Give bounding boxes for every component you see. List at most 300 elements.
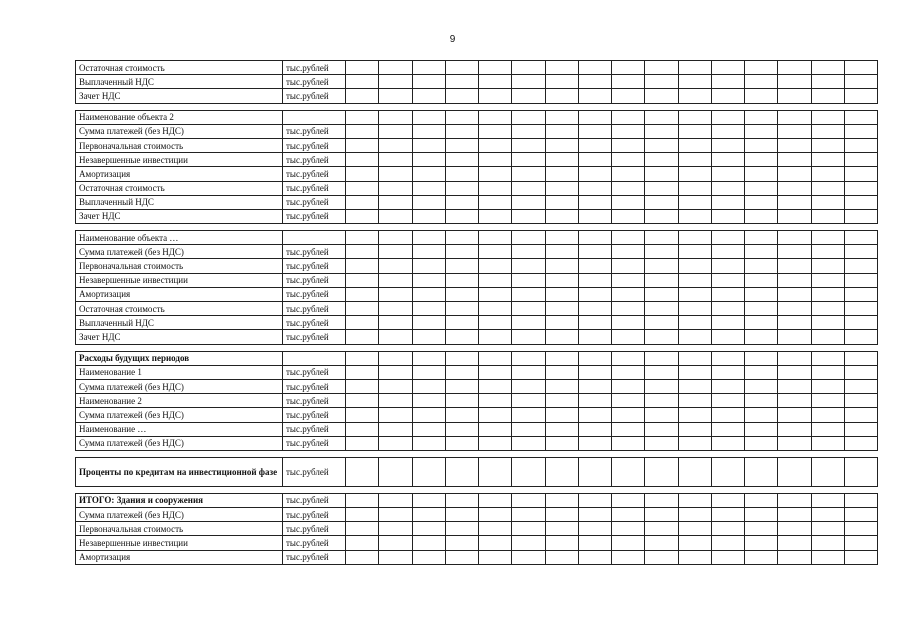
value-cell — [479, 316, 512, 330]
value-cell — [612, 245, 645, 259]
value-cell — [346, 89, 379, 103]
value-cell — [578, 365, 611, 379]
value-cell — [445, 245, 478, 259]
value-cell — [678, 316, 711, 330]
value-cell — [844, 302, 877, 316]
value-cell — [545, 89, 578, 103]
value-cell — [412, 408, 445, 422]
value-cell — [346, 61, 379, 75]
value-cell — [811, 153, 844, 167]
value-cell — [445, 259, 478, 273]
value-cell — [445, 457, 478, 486]
value-cell — [811, 436, 844, 450]
value-cell — [445, 522, 478, 536]
value-cell — [412, 422, 445, 436]
value-cell — [612, 351, 645, 365]
value-cell — [346, 422, 379, 436]
value-cell — [445, 89, 478, 103]
value-cell — [545, 124, 578, 138]
value-cell — [811, 457, 844, 486]
value-cell — [678, 138, 711, 152]
value-cell — [578, 351, 611, 365]
value-cell — [545, 422, 578, 436]
investment-table — [75, 60, 878, 565]
value-cell — [645, 259, 678, 273]
value-cell — [711, 536, 744, 550]
row-label: Первоначальная стоимость — [76, 522, 283, 536]
value-cell — [678, 124, 711, 138]
value-cell — [811, 124, 844, 138]
value-cell — [844, 167, 877, 181]
value-cell — [379, 61, 412, 75]
value-cell — [678, 436, 711, 450]
value-cell — [545, 61, 578, 75]
value-cell — [612, 61, 645, 75]
value-cell — [778, 365, 811, 379]
value-cell — [778, 89, 811, 103]
value-cell — [545, 195, 578, 209]
value-cell — [811, 259, 844, 273]
value-cell — [578, 522, 611, 536]
row-unit: тыс.рублей — [283, 273, 346, 287]
value-cell — [678, 394, 711, 408]
value-cell — [745, 379, 778, 393]
value-cell — [811, 316, 844, 330]
value-cell — [379, 316, 412, 330]
value-cell — [844, 316, 877, 330]
table-row — [76, 124, 878, 138]
value-cell — [711, 287, 744, 301]
value-cell — [778, 209, 811, 223]
value-cell — [811, 61, 844, 75]
value-cell — [745, 231, 778, 245]
value-cell — [745, 436, 778, 450]
value-cell — [778, 167, 811, 181]
value-cell — [612, 110, 645, 124]
value-cell — [745, 245, 778, 259]
value-cell — [612, 287, 645, 301]
value-cell — [645, 365, 678, 379]
value-cell — [479, 167, 512, 181]
spacer-row — [76, 103, 878, 110]
table-row — [76, 181, 878, 195]
value-cell — [412, 245, 445, 259]
value-cell — [346, 365, 379, 379]
value-cell — [578, 124, 611, 138]
value-cell — [379, 231, 412, 245]
value-cell — [645, 195, 678, 209]
value-cell — [545, 209, 578, 223]
value-cell — [678, 422, 711, 436]
value-cell — [578, 422, 611, 436]
value-cell — [612, 259, 645, 273]
value-cell — [578, 231, 611, 245]
value-cell — [811, 195, 844, 209]
value-cell — [745, 302, 778, 316]
row-unit: тыс.рублей — [283, 181, 346, 195]
value-cell — [612, 181, 645, 195]
value-cell — [745, 209, 778, 223]
value-cell — [379, 245, 412, 259]
value-cell — [678, 536, 711, 550]
value-cell — [811, 493, 844, 507]
value-cell — [578, 302, 611, 316]
value-cell — [512, 231, 545, 245]
value-cell — [379, 209, 412, 223]
value-cell — [379, 75, 412, 89]
value-cell — [612, 316, 645, 330]
value-cell — [512, 394, 545, 408]
value-cell — [346, 379, 379, 393]
value-cell — [678, 273, 711, 287]
table-row — [76, 394, 878, 408]
value-cell — [379, 351, 412, 365]
table-row — [76, 273, 878, 287]
value-cell — [346, 167, 379, 181]
value-cell — [745, 124, 778, 138]
row-unit: тыс.рублей — [283, 75, 346, 89]
row-unit: тыс.рублей — [283, 124, 346, 138]
row-label: Наименование объекта 2 — [76, 110, 283, 124]
value-cell — [678, 259, 711, 273]
value-cell — [612, 209, 645, 223]
value-cell — [711, 61, 744, 75]
value-cell — [445, 287, 478, 301]
value-cell — [578, 493, 611, 507]
value-cell — [844, 245, 877, 259]
value-cell — [678, 550, 711, 564]
value-cell — [379, 89, 412, 103]
row-label: Наименование объекта … — [76, 231, 283, 245]
value-cell — [645, 124, 678, 138]
value-cell — [479, 330, 512, 344]
value-cell — [578, 89, 611, 103]
value-cell — [479, 536, 512, 550]
value-cell — [711, 330, 744, 344]
value-cell — [379, 365, 412, 379]
value-cell — [645, 167, 678, 181]
table-row — [76, 436, 878, 450]
value-cell — [612, 153, 645, 167]
value-cell — [479, 287, 512, 301]
value-cell — [711, 181, 744, 195]
table-row — [76, 259, 878, 273]
value-cell — [678, 61, 711, 75]
value-cell — [778, 273, 811, 287]
value-cell — [612, 124, 645, 138]
value-cell — [512, 457, 545, 486]
value-cell — [745, 422, 778, 436]
value-cell — [545, 231, 578, 245]
value-cell — [778, 536, 811, 550]
value-cell — [645, 316, 678, 330]
value-cell — [745, 536, 778, 550]
value-cell — [445, 351, 478, 365]
value-cell — [844, 89, 877, 103]
row-label: Сумма платежей (без НДС) — [76, 408, 283, 422]
value-cell — [512, 273, 545, 287]
value-cell — [346, 75, 379, 89]
value-cell — [745, 351, 778, 365]
value-cell — [844, 195, 877, 209]
row-label: Остаточная стоимость — [76, 302, 283, 316]
value-cell — [778, 110, 811, 124]
row-unit: тыс.рублей — [283, 522, 346, 536]
row-unit: тыс.рублей — [283, 89, 346, 103]
value-cell — [745, 550, 778, 564]
value-cell — [445, 209, 478, 223]
row-label: Зачет НДС — [76, 209, 283, 223]
value-cell — [412, 89, 445, 103]
value-cell — [745, 61, 778, 75]
value-cell — [844, 181, 877, 195]
value-cell — [678, 351, 711, 365]
value-cell — [578, 181, 611, 195]
value-cell — [479, 89, 512, 103]
value-cell — [844, 508, 877, 522]
value-cell — [412, 110, 445, 124]
value-cell — [479, 508, 512, 522]
value-cell — [678, 231, 711, 245]
value-cell — [612, 379, 645, 393]
value-cell — [479, 195, 512, 209]
value-cell — [379, 259, 412, 273]
value-cell — [745, 181, 778, 195]
value-cell — [811, 351, 844, 365]
value-cell — [479, 365, 512, 379]
value-cell — [412, 316, 445, 330]
value-cell — [512, 436, 545, 450]
value-cell — [412, 124, 445, 138]
value-cell — [778, 422, 811, 436]
value-cell — [778, 181, 811, 195]
value-cell — [512, 493, 545, 507]
value-cell — [346, 493, 379, 507]
value-cell — [778, 550, 811, 564]
value-cell — [711, 209, 744, 223]
value-cell — [678, 181, 711, 195]
row-label: Сумма платежей (без НДС) — [76, 379, 283, 393]
value-cell — [745, 110, 778, 124]
value-cell — [645, 302, 678, 316]
value-cell — [711, 365, 744, 379]
value-cell — [844, 550, 877, 564]
row-label: Наименование 1 — [76, 365, 283, 379]
value-cell — [545, 508, 578, 522]
value-cell — [678, 365, 711, 379]
value-cell — [545, 302, 578, 316]
row-unit: тыс.рублей — [283, 209, 346, 223]
value-cell — [545, 259, 578, 273]
row-label: Выплаченный НДС — [76, 195, 283, 209]
value-cell — [346, 259, 379, 273]
value-cell — [479, 231, 512, 245]
value-cell — [612, 394, 645, 408]
value-cell — [612, 508, 645, 522]
value-cell — [512, 245, 545, 259]
value-cell — [545, 110, 578, 124]
value-cell — [512, 138, 545, 152]
value-cell — [811, 287, 844, 301]
value-cell — [578, 287, 611, 301]
value-cell — [578, 75, 611, 89]
value-cell — [678, 75, 711, 89]
value-cell — [711, 231, 744, 245]
value-cell — [844, 259, 877, 273]
value-cell — [479, 379, 512, 393]
row-label: Выплаченный НДС — [76, 316, 283, 330]
value-cell — [811, 75, 844, 89]
value-cell — [479, 181, 512, 195]
value-cell — [512, 330, 545, 344]
value-cell — [445, 195, 478, 209]
value-cell — [445, 408, 478, 422]
value-cell — [379, 422, 412, 436]
value-cell — [711, 436, 744, 450]
value-cell — [811, 110, 844, 124]
value-cell — [346, 273, 379, 287]
row-label: Амортизация — [76, 287, 283, 301]
value-cell — [711, 422, 744, 436]
spacer-cell — [76, 224, 878, 231]
row-unit: тыс.рублей — [283, 287, 346, 301]
value-cell — [346, 181, 379, 195]
value-cell — [445, 138, 478, 152]
value-cell — [512, 536, 545, 550]
value-cell — [346, 195, 379, 209]
table-row — [76, 550, 878, 564]
value-cell — [778, 379, 811, 393]
table-row — [76, 457, 878, 486]
value-cell — [612, 457, 645, 486]
spacer-cell — [76, 450, 878, 457]
value-cell — [811, 550, 844, 564]
value-cell — [844, 394, 877, 408]
value-cell — [512, 181, 545, 195]
value-cell — [379, 394, 412, 408]
value-cell — [778, 351, 811, 365]
row-unit — [283, 351, 346, 365]
value-cell — [711, 89, 744, 103]
value-cell — [778, 394, 811, 408]
value-cell — [811, 167, 844, 181]
value-cell — [844, 110, 877, 124]
value-cell — [346, 302, 379, 316]
value-cell — [445, 302, 478, 316]
value-cell — [445, 153, 478, 167]
value-cell — [678, 508, 711, 522]
value-cell — [844, 287, 877, 301]
value-cell — [545, 287, 578, 301]
row-label: Амортизация — [76, 550, 283, 564]
value-cell — [778, 316, 811, 330]
value-cell — [578, 550, 611, 564]
value-cell — [545, 493, 578, 507]
value-cell — [578, 209, 611, 223]
value-cell — [645, 61, 678, 75]
value-cell — [512, 167, 545, 181]
value-cell — [578, 273, 611, 287]
value-cell — [811, 181, 844, 195]
value-cell — [379, 153, 412, 167]
value-cell — [545, 330, 578, 344]
value-cell — [811, 302, 844, 316]
value-cell — [479, 436, 512, 450]
value-cell — [678, 302, 711, 316]
value-cell — [545, 365, 578, 379]
value-cell — [811, 245, 844, 259]
row-label: Незавершенные инвестиции — [76, 273, 283, 287]
value-cell — [745, 273, 778, 287]
value-cell — [512, 75, 545, 89]
table-body — [76, 61, 878, 565]
value-cell — [778, 493, 811, 507]
value-cell — [479, 209, 512, 223]
spacer-row — [76, 224, 878, 231]
value-cell — [711, 124, 744, 138]
value-cell — [811, 89, 844, 103]
value-cell — [512, 550, 545, 564]
value-cell — [811, 394, 844, 408]
value-cell — [811, 422, 844, 436]
row-label: Зачет НДС — [76, 330, 283, 344]
value-cell — [445, 493, 478, 507]
value-cell — [545, 550, 578, 564]
value-cell — [612, 522, 645, 536]
value-cell — [512, 287, 545, 301]
value-cell — [346, 209, 379, 223]
value-cell — [445, 61, 478, 75]
value-cell — [412, 153, 445, 167]
value-cell — [578, 379, 611, 393]
value-cell — [445, 316, 478, 330]
value-cell — [445, 75, 478, 89]
value-cell — [844, 379, 877, 393]
value-cell — [844, 209, 877, 223]
value-cell — [412, 522, 445, 536]
value-cell — [678, 195, 711, 209]
value-cell — [545, 394, 578, 408]
value-cell — [379, 287, 412, 301]
value-cell — [711, 302, 744, 316]
value-cell — [844, 124, 877, 138]
table-row — [76, 153, 878, 167]
value-cell — [844, 408, 877, 422]
value-cell — [445, 167, 478, 181]
value-cell — [346, 536, 379, 550]
value-cell — [545, 379, 578, 393]
value-cell — [545, 138, 578, 152]
value-cell — [379, 493, 412, 507]
value-cell — [379, 110, 412, 124]
value-cell — [811, 365, 844, 379]
value-cell — [379, 436, 412, 450]
row-label: Незавершенные инвестиции — [76, 536, 283, 550]
value-cell — [379, 302, 412, 316]
value-cell — [645, 245, 678, 259]
value-cell — [346, 245, 379, 259]
value-cell — [379, 457, 412, 486]
value-cell — [512, 316, 545, 330]
row-unit — [283, 110, 346, 124]
value-cell — [778, 231, 811, 245]
value-cell — [479, 273, 512, 287]
value-cell — [778, 259, 811, 273]
value-cell — [412, 138, 445, 152]
value-cell — [445, 394, 478, 408]
value-cell — [578, 330, 611, 344]
value-cell — [745, 457, 778, 486]
